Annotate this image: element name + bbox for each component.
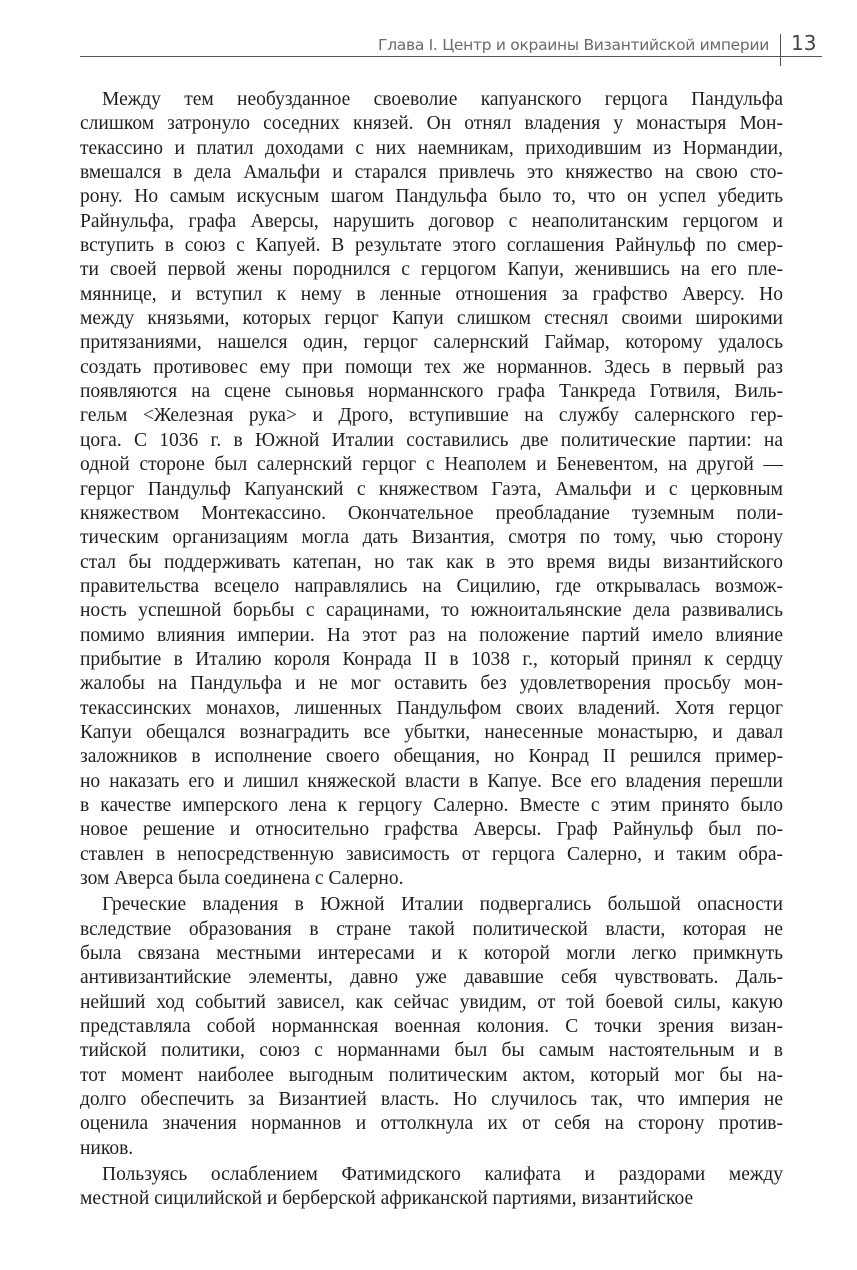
text-line: прибытие в Италию короля Конрада II в 1038 г., который принял к сердцу (80, 648, 783, 670)
text-line: текассино и платил доходами с них наемникам, приходившим из Нормандии, (80, 137, 783, 159)
text-line: гельм <Железная рука> и Дрого, вступившие на службу салернского гер- (80, 405, 783, 427)
text-line: правительства всецело направлялись на Сицилию, где открывалась возмож- (80, 575, 783, 597)
text-line: княжеством Монтекассино. Окончательное преобладание туземным поли- (80, 502, 783, 524)
text-line: Капуи обещался вознаградить все убытки, нанесенные монастырю, и давал (80, 721, 783, 743)
text-line: текассинских монахов, лишенных Пандульфом своих владений. Хотя герцог (80, 697, 783, 719)
text-line: в качестве имперского лена к герцогу Салерно. Вместе с этим принято было (80, 794, 783, 816)
header-separator (780, 34, 781, 66)
text-line: стал бы поддерживать катепан, но так как в это время виды византийского (80, 551, 783, 573)
text-line: жалобы на Пандульфа и не мог оставить без удовлетворения просьбу мон- (80, 673, 783, 695)
text-line: вследствие образования в стране такой политической власти, которая не (80, 918, 783, 940)
text-line: ность успешной борьбы с сарацинами, то южноитальянские дела развивались (80, 600, 783, 622)
text-line: герцог Пандульф Капуанский с княжеством Гаэта, Амальфи и с церковным (80, 478, 783, 500)
text-line: долго обеспечить за Византией власть. Но случилось так, что империя не (80, 1089, 783, 1111)
text-line: оценила значения норманнов и оттолкнула их от себя на сторону против- (80, 1113, 783, 1135)
page-number: 13 (791, 31, 817, 55)
text-line: создать противовес ему при помощи тех же норманнов. Здесь в первый раз (80, 356, 783, 378)
text-line: Греческие владения в Южной Италии подвергались большой опасности (102, 894, 783, 916)
text-line: тийской политики, союз с норманнами был бы самым настоятельным и в (80, 1040, 783, 1062)
text-line: представляла собой норманнская военная колония. С точки зрения визан- (80, 1016, 783, 1038)
paragraph (80, 88, 783, 891)
text-line: мяннице, и вступил к нему в ленные отношения за графство Аверсу. Но (80, 283, 783, 305)
text-line: одной стороне был салернский герцог с Неаполем и Беневентом, на другой — (80, 454, 783, 476)
text-line: тот момент наиболее выгодным политическим актом, который мог бы на- (80, 1064, 783, 1086)
text-line: ставлен в непосредственную зависимость от герцога Салерно, и таким обра- (80, 843, 783, 865)
text-line: зом Аверса была соединена с Салерно. (80, 868, 404, 889)
text-line: тическим организациям могла дать Византия, смотря по тому, чью сторону (80, 527, 783, 549)
text-line: Райнульфа, графа Аверсы, нарушить договор с неаполитанским герцогом и (80, 210, 783, 232)
header-rule (80, 56, 822, 57)
text-line: вмешался в дела Амальфи и старался привлечь это княжество на свою сто- (80, 162, 783, 184)
text-line: Пользуясь ослаблением Фатимидского калифата и раздорами между (102, 1164, 783, 1186)
paragraph (80, 893, 783, 1161)
text-line: ников. (80, 1137, 134, 1159)
text-line: слишком затронуло соседних князей. Он отнял владения у монастыря Мон- (80, 113, 783, 135)
text-line: появляются на сцене сыновья норманнского графа Танкреда Готвиля, Виль- (80, 381, 783, 403)
text-line: помимо влияния империи. На этот раз на положение партий имело влияние (80, 624, 783, 646)
paragraph (80, 1163, 783, 1212)
text-line: местной сицилийской и берберской африканской партиями, византийское (80, 1188, 694, 1210)
text-line: цога. С 1036 г. в Южной Италии составились две политические партии: на (80, 429, 783, 451)
text-line: была связана местными интересами и к которой могли легко примкнуть (80, 943, 783, 965)
text-line: Между тем необузданное своеволие капуанского герцога Пандульфа (102, 89, 783, 110)
text-line: заложников в исполнение своего обещания, но Конрад II решился пример- (80, 746, 783, 768)
text-line: но наказать его и лишил княжеской власти в Капуе. Все его владения перешли (80, 770, 783, 792)
text-line: нейший ход событий зависел, как сейчас увидим, от той боевой силы, какую (80, 991, 783, 1013)
text-line: вступить в союз с Капуей. В результате этого соглашения Райнульф по смер- (80, 235, 783, 257)
text-line: ти своей первой жены породнился с герцогом Капуи, женившись на его пле- (80, 259, 783, 281)
page-body (80, 88, 783, 1214)
text-line: антивизантийские элементы, давно уже дававшие себя чувствовать. Даль- (80, 967, 783, 989)
text-line: новое решение и относительно графства Аверсы. Граф Райнульф был по- (80, 819, 783, 841)
text-line: рону. Но самым искусным шагом Пандульфа было то, что он успел убедить (80, 186, 783, 208)
text-line: притязаниями, нашелся один, герцог салернский Гаймар, которому удалось (80, 332, 783, 354)
text-line: между князьями, которых герцог Капуи слишком стеснял своими широкими (80, 308, 783, 330)
chapter-title: Глава I. Центр и окраины Византийской империи (378, 36, 769, 54)
